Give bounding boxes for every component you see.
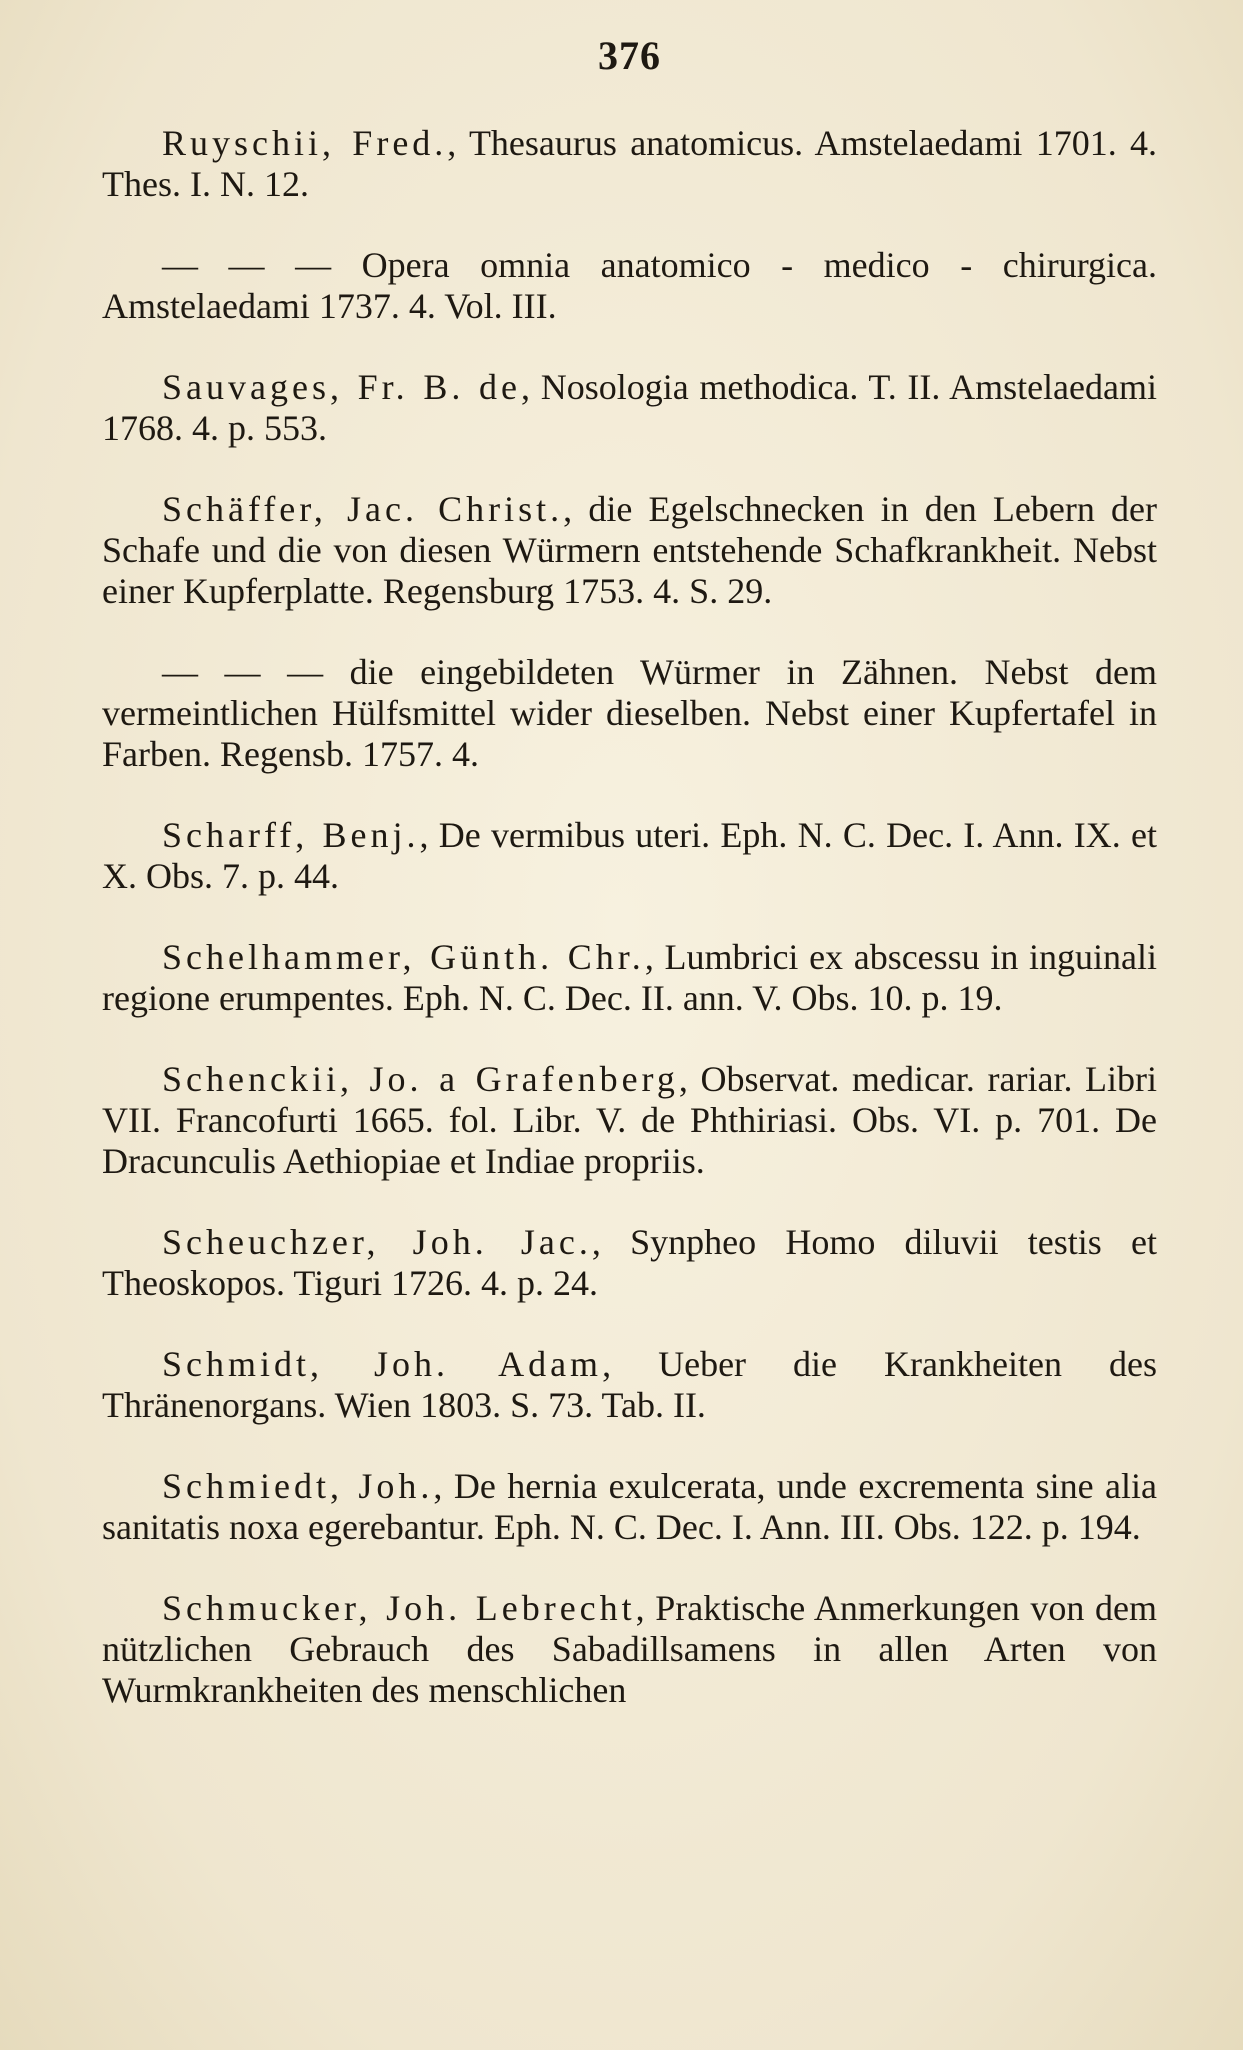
bibliography-entry (102, 123, 1157, 205)
entry-author: — — — (162, 245, 332, 285)
bibliography-entry (102, 937, 1157, 1019)
bibliography-entry (102, 1344, 1157, 1426)
entry-author: Ruyschii, Fred. (162, 123, 448, 163)
bibliography-entry (102, 1588, 1157, 1711)
entry-author: Scheuchzer, Joh. Jac. (162, 1222, 592, 1262)
bibliography-entry (102, 1222, 1157, 1304)
entry-text: , Observat. medicar. rariar. Libri VII. Francofurti 1665. fol. Libr. V. de Phthiriasi. Obs. VI. p. 701. De Dracunculis Aethiopiae et Indiae propriis. (102, 1059, 1157, 1181)
entry-text: Opera omnia anatomico - medico - chirurgica. Amstelaedami 1737. 4. Vol. III. (102, 245, 1157, 326)
entry-text: , die Egelschnecken in den Lebern der Schafe und die von diesen Würmern entstehende Schafkrankheit. Nebst einer Kupferplatte. Regensburg 1753. 4. S. 29. (102, 489, 1157, 611)
entry-author: Scharff, Benj. (162, 815, 420, 855)
entry-text: , Lumbrici ex abscessu in inguinali regione erumpentes. Eph. N. C. Dec. II. ann. V. Obs. 10. p. 19. (102, 937, 1157, 1018)
bibliography-entry (102, 1059, 1157, 1182)
entry-text: , Praktische Anmerkungen von dem nützlichen Gebrauch des Sabadillsamens in allen Arten von Wurmkrankheiten des menschlichen (102, 1588, 1157, 1710)
entry-text: , Nosologia methodica. T. II. Amstelaedami 1768. 4. p. 553. (102, 367, 1157, 448)
bibliography-entry (102, 1466, 1157, 1548)
bibliography-list (102, 123, 1157, 1711)
entry-text: , Thesaurus anatomicus. Amstelaedami 1701. 4. Thes. I. N. 12. (102, 123, 1157, 204)
page-number: 376 (598, 33, 661, 78)
entry-text: , De vermibus uteri. Eph. N. C. Dec. I. Ann. IX. et X. Obs. 7. p. 44. (102, 815, 1157, 896)
entry-author: Schäffer, Jac. Christ. (162, 489, 564, 529)
entry-author: — — — (162, 652, 324, 692)
entry-author: Schmidt, Joh. Adam (162, 1344, 603, 1384)
entry-author: Sauvages, Fr. B. de (162, 367, 522, 407)
entry-author: Schelhammer, Günth. Chr. (162, 937, 645, 977)
entry-text: , Synpheo Homo diluvii testis et Theoskopos. Tiguri 1726. 4. p. 24. (102, 1222, 1157, 1303)
bibliography-entry (102, 815, 1157, 897)
bibliography-entry (102, 652, 1157, 775)
entry-text: die eingebildeten Würmer in Zähnen. Nebst dem vermeintlichen Hülfsmittel wider dieselben. Nebst einer Kupfertafel in Farben. Regensb. 1757. 4. (102, 652, 1158, 774)
entry-author: Schmiedt, Joh. (162, 1466, 434, 1506)
entry-text: , Ueber die Krankheiten des Thränenorgans. Wien 1803. S. 73. Tab. II. (102, 1344, 1157, 1425)
entry-author: Schmucker, Joh. Lebrecht (162, 1588, 636, 1628)
entry-text: , De hernia exulcerata, unde excrementa sine alia sanitatis noxa egerebantur. Eph. N. C. Dec. I. Ann. III. Obs. 122. p. 194. (102, 1466, 1157, 1547)
bibliography-entry (102, 367, 1157, 449)
bibliography-entry (102, 489, 1157, 612)
bibliography-entry (102, 245, 1157, 327)
entry-author: Schenckii, Jo. a Grafenberg (162, 1059, 679, 1099)
